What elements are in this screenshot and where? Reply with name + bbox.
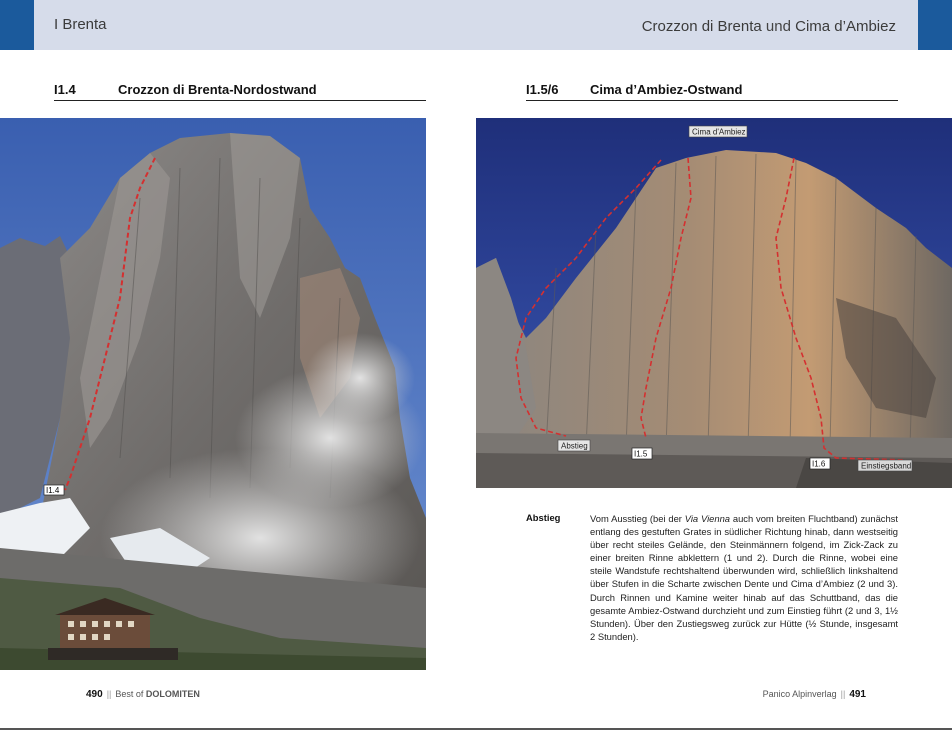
route-tag-i16-text: I1.6 [812, 459, 826, 469]
header-right-title-part2: Cima d’Ambiez [795, 18, 896, 35]
left-section-title: Crozzon di Brenta-Nordostwand [118, 82, 317, 97]
page-number-left: 490 [86, 689, 103, 700]
left-mountain-photo [0, 118, 426, 670]
right-section-number: I1.5/6 [526, 82, 559, 97]
page-header-band [0, 0, 952, 50]
left-section-number: I1.4 [54, 82, 76, 97]
header-right-title-part1: Crozzon di Brenta [641, 18, 762, 35]
description-label: Abstieg [526, 512, 561, 523]
right-mountain-photo [476, 118, 952, 488]
book-title-prefix: Best of [115, 689, 144, 699]
ledge-label: Einstiegsband [861, 461, 912, 471]
description-text-part1: Vom Ausstieg (bei der [590, 513, 685, 524]
description-text-italic: Via Vienna [684, 513, 731, 524]
right-section-title: Cima d’Ambiez-Ostwand [590, 82, 743, 97]
header-left-title: I Brenta [54, 16, 107, 33]
footer-right-separator: || [840, 689, 846, 699]
left-section-heading [54, 82, 426, 101]
right-section-heading [526, 82, 898, 101]
page-number-right: 491 [849, 689, 866, 700]
page-bottom-rule [0, 728, 952, 730]
route-tag-i15-text: I1.5 [634, 449, 648, 459]
publisher-name: Panico Alpinverlag [762, 689, 837, 699]
book-title-name: DOLOMITEN [145, 689, 200, 699]
description-text-part2: auch vom breiten Fluchtband) zunächst entlang des gestuften Grates in südlicher Richtung hinab, dann westseitig über recht steiles Gelände, den Steinmännern folgend, im Zick-Zack zu einer breiten Rinne abklettern (1 und 2). Durch die Rinne, wobei eine steile Wandstufe rechtshaltend überwunden wird, schließlich linkshaltend über Stufen in die Scharte zwischen Dente und Cima d’Ambiez (2 und 3). Durch Rinnen und Kamine weiter hinab auf das Schuttband, das die gesamte Ambiez-Ostwand durchzieht und zum Einstieg führt (2 und 3, 1½ Stunden). Über den Zustiegsweg zurück zur Hütte (½ Stunde, insgesamt 2 Stunden). [590, 513, 898, 642]
header-tab-left [0, 0, 34, 50]
header-tab-right [918, 0, 952, 50]
descent-label: Abstieg [561, 441, 588, 451]
header-right-title-und: und [765, 18, 791, 35]
description-text [590, 512, 898, 643]
footer-left [86, 689, 200, 700]
summit-label: Cima d'Ambiez [692, 127, 746, 137]
header-right-title [642, 18, 896, 35]
footer-right [763, 689, 866, 700]
footer-left-separator: || [106, 689, 112, 699]
route-tag-i14-text: I1.4 [46, 486, 60, 495]
